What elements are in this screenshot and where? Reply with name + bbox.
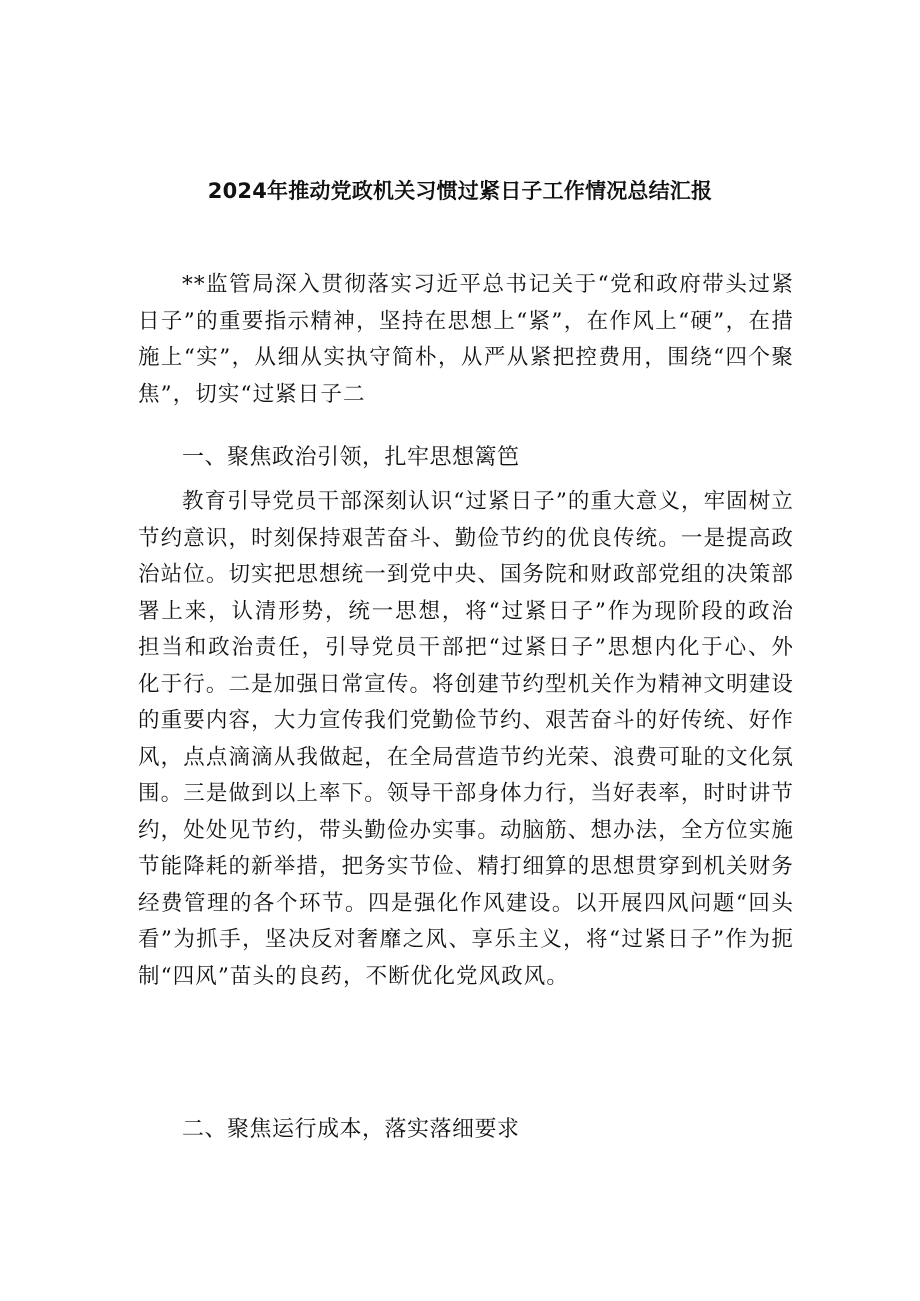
section-body-1: 教育引导党员干部深刻认识“过紧日子”的重大意义，牢固树立节约意识，时刻保持艰苦奋斗、勤俭节约的优良传统。一是提高政治站位。切实把思想统一到党中央、国务院和财政部党组的决策部署上来，认清形势，统一思想，将“过紧日子”作为现阶段的政治担当和政治责任，引导党员干部把“过紧日子”思想内化于心、外化于行。二是加强日常宣传。将创建节约型机关作为精神文明建设的重要内容，大力宣传我们党勤俭节约、艰苦奋斗的好传统、好作风，点点滴滴从我做起，在全局营造节约光荣、浪费可耻的文化氛围。三是做到以上率下。领导干部身体力行，当好表率，时时讲节约，处处见节约，带头勤俭办实事。动脑筋、想办法，全方位实施节能降耗的新举措，把务实节俭、精打细算的思想贯穿到机关财务经费管理的各个环节。四是强化作风建设。以开展四风问题“回头看”为抓手，坚决反对奢靡之风、享乐主义，将“过紧日子”作为扼制“四风”苗头的良药，不断优化党风政风。 <box>138 489 794 989</box>
intro-paragraph: **监管局深入贯彻落实习近平总书记关于“党和政府带头过紧日子”的重要指示精神，坚持在思想上“紧”，在作风上“硬”，在措施上“实”，从细从实执守简朴，从严从紧把控费用，围绕“四个聚焦”，切实“过紧日子二 <box>138 272 794 407</box>
document-title: 2024年推动党政机关习惯过紧日子工作情况总结汇报 <box>207 179 713 203</box>
section-heading-1: 一、聚焦政治引领，扎牢思想篱笆 <box>182 445 520 470</box>
section-heading-2: 二、聚焦运行成本，落实落细要求 <box>182 1117 520 1142</box>
